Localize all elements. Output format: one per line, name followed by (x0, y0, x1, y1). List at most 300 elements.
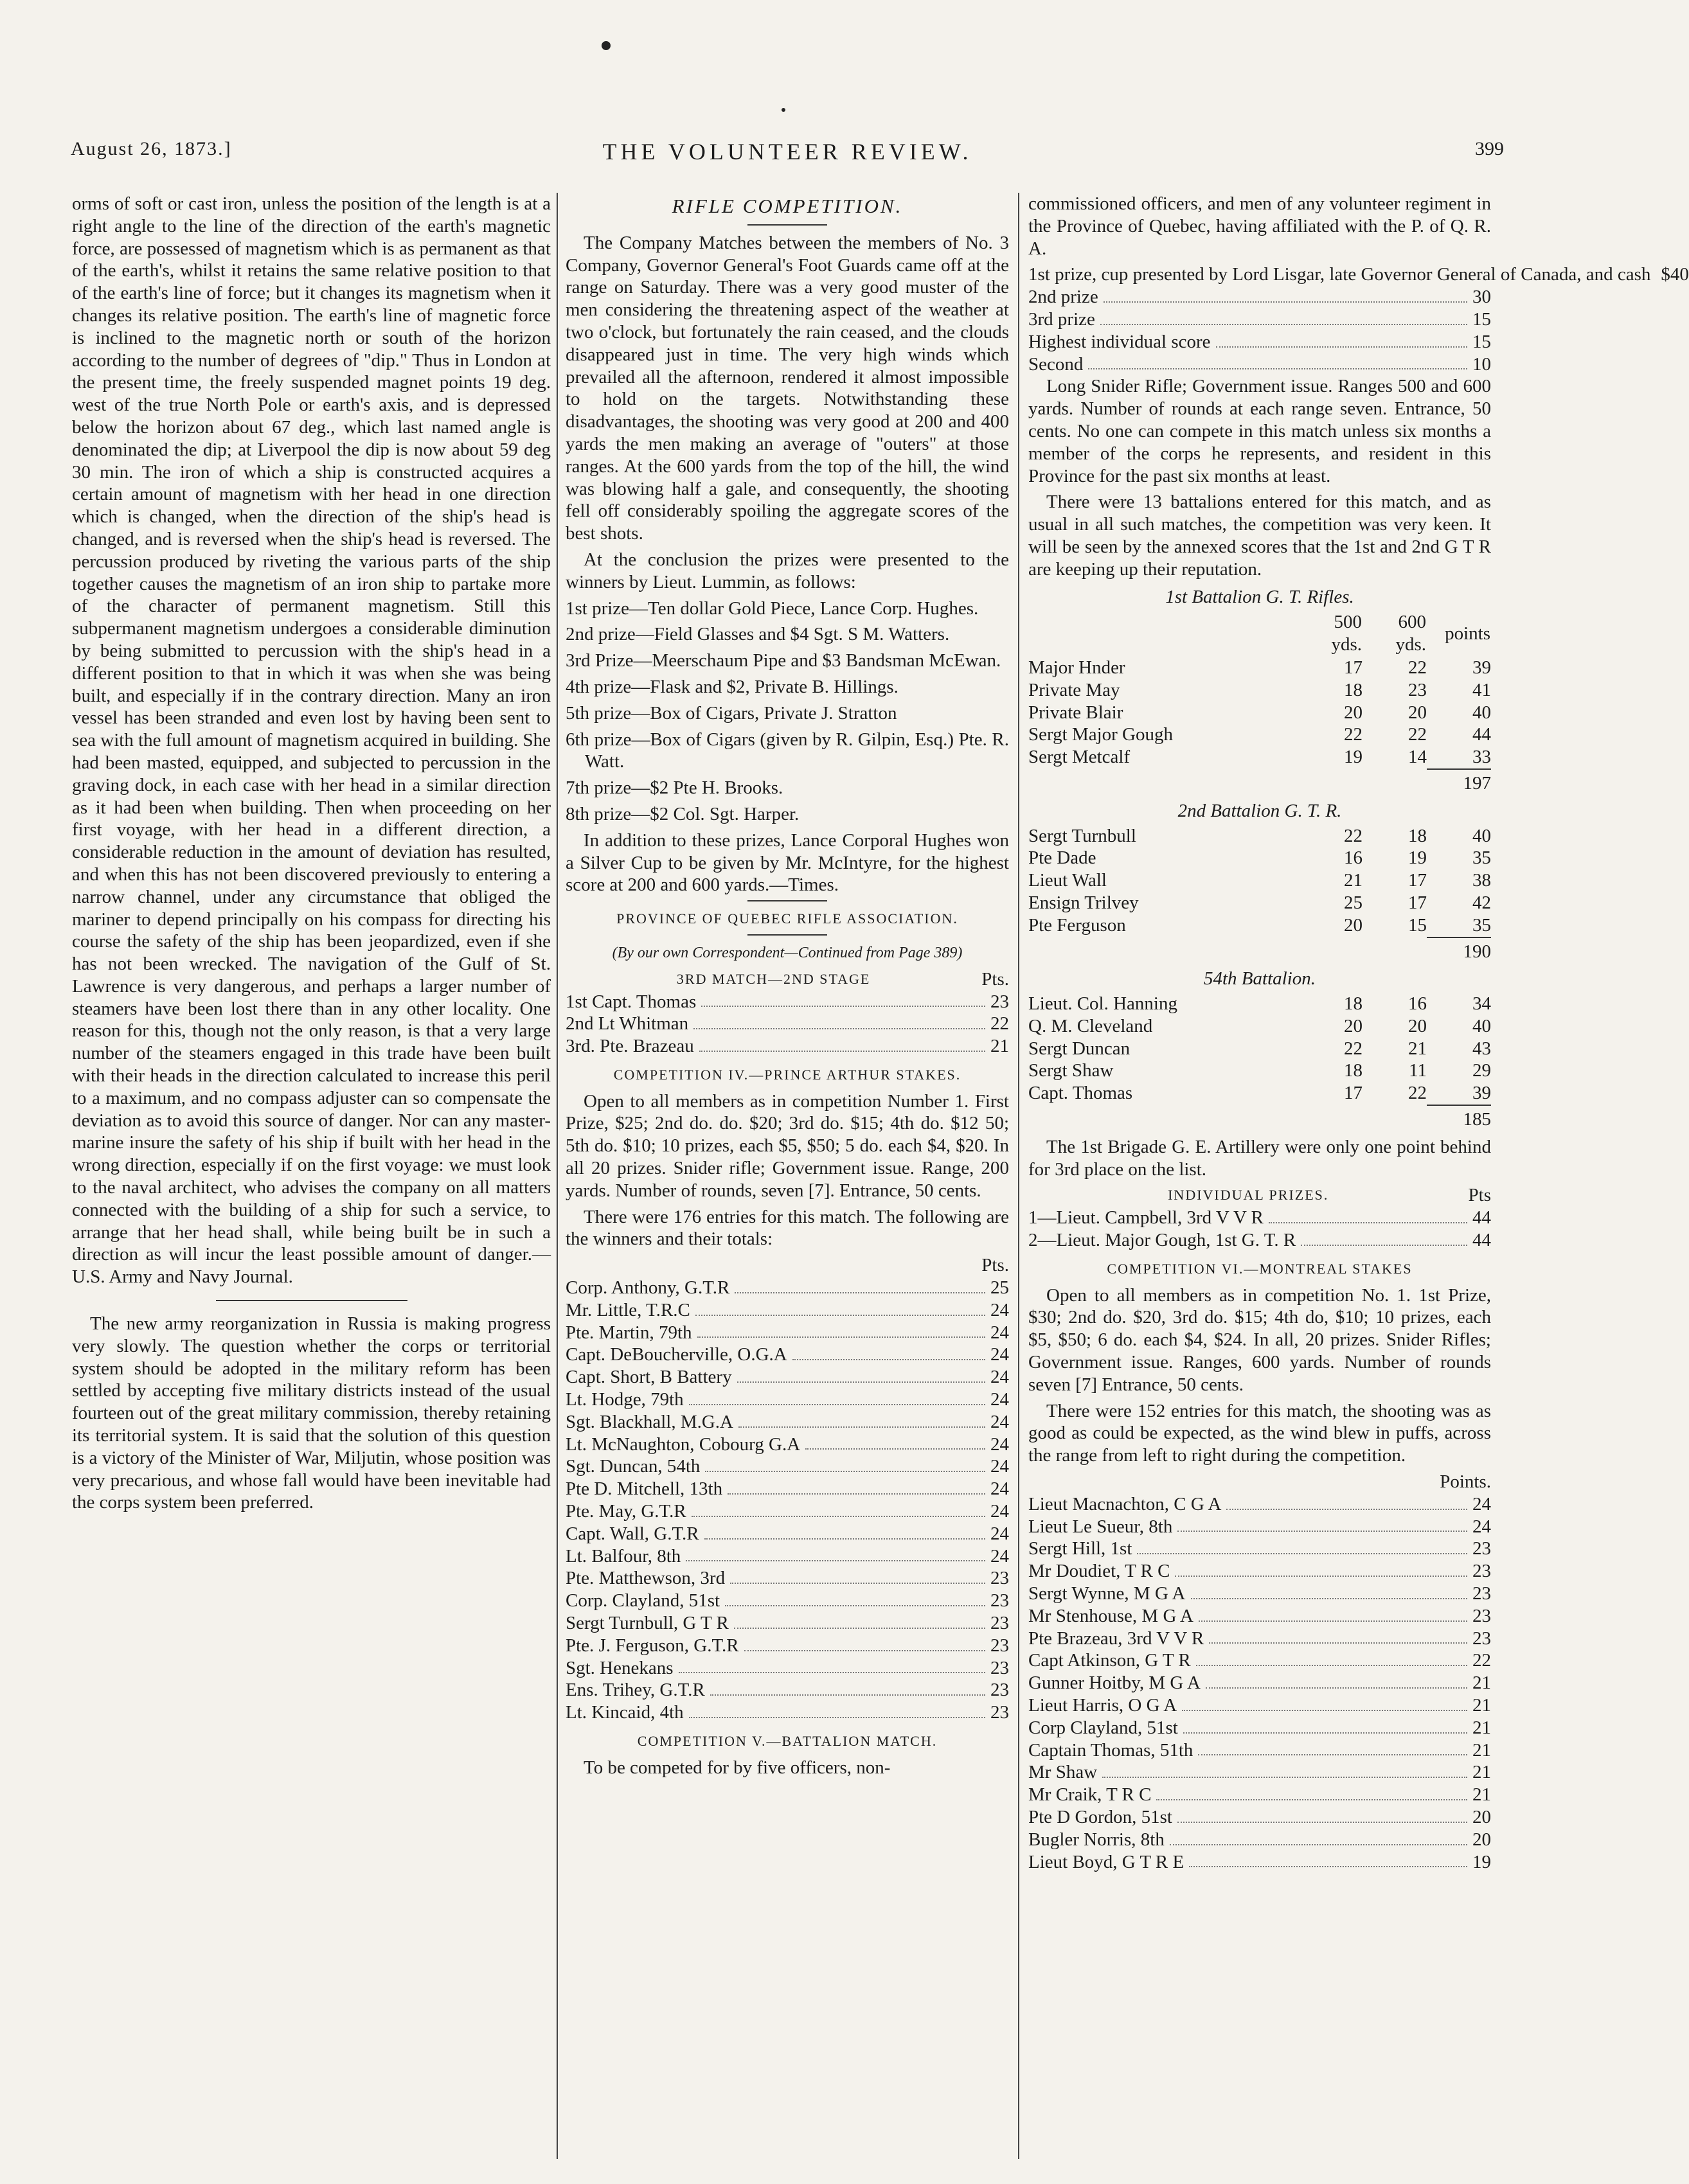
score-cell: 22 (1344, 724, 1363, 745)
score-cell: 38 (1472, 870, 1491, 891)
entry-name: Highest individual score (1028, 331, 1211, 352)
ink-blot (782, 108, 785, 112)
table-row (1028, 679, 1491, 702)
comp5-prize-list (1028, 263, 1689, 375)
score-row (566, 1679, 1009, 1701)
leader-dots (1100, 308, 1467, 325)
entry-name: Lt. Balfour, 8th (566, 1545, 681, 1567)
table-row (1028, 702, 1491, 724)
entry-name: Pte D. Mitchell, 13th (566, 1478, 723, 1500)
section-rule (747, 934, 827, 936)
name-cell: Private Blair (1028, 702, 1123, 723)
masthead-title: THE VOLUNTEER REVIEW. (602, 139, 972, 164)
leader-dots (738, 1411, 985, 1428)
entry-name: Lieut Macnachton, C G A (1028, 1493, 1222, 1514)
leader-dots (1156, 1784, 1467, 1800)
entry-name: Ens. Trihey, G.T.R (566, 1680, 705, 1701)
comp5-conditions: Long Snider Rifle; Government issue. Ranges 500 and 600 yards. Number of rounds at each range seven. Entrance, 50 cents. No one can compete in this match unless six months a member of the corps he represents, and resident in this Province for the past six months at least. (1028, 376, 1491, 486)
rifle-competition-title: RIFLE COMPETITION. (672, 195, 903, 217)
table-row (1028, 993, 1491, 1015)
leader-dots (699, 1035, 985, 1052)
score-row (566, 1545, 1009, 1568)
table-row (1028, 746, 1491, 768)
rifle-paragraph: The Company Matches between the members of No. 3 Company, Governor General's Foot Guards came off at the range on Saturday. There was a very good muster of the men considering the threatening aspect of the weather at two o'clock, but fortunately the rain ceased, and the clouds disappeared just in time. The very high winds which prevailed all the afternoon, rendered it almost impossible to hold on the targets. Notwithstanding these disadvantages, the shooting was very good at 200 and 400 yards the men making an average of "outers" at those ranges. At the 600 yards from the top of the hill, the wind was blowing half a gale, and consequently, the shooting fell off considerably spoiling the aggregate scores of the best shots. (566, 232, 1009, 544)
entry-name: Capt. DeBoucherville, O.G.A (566, 1344, 787, 1365)
column-rule (1018, 193, 1019, 2159)
leader-dots (1199, 1605, 1467, 1622)
column-rule (557, 193, 558, 2159)
entry-name: Capt Atkinson, G T R (1028, 1650, 1191, 1671)
table-row (1028, 847, 1491, 869)
score-row (1028, 1694, 1491, 1717)
score-row (566, 1322, 1009, 1344)
score-row (1028, 1829, 1491, 1851)
match3-title: 3RD MATCH—2ND STAGE (676, 970, 871, 987)
indiv-header (1028, 1184, 1491, 1207)
entry-name: Sgt. Blackhall, M.G.A (566, 1411, 733, 1432)
score-row (566, 1277, 1009, 1299)
pqra-title: PROVINCE OF QUEBEC RIFLE ASSOCIATION. (616, 910, 958, 927)
score-row (1028, 1493, 1491, 1516)
name-cell: Major Hnder (1028, 657, 1125, 678)
entry-points: 24 (1472, 1516, 1491, 1537)
leader-dots (695, 1299, 985, 1316)
section-rule (747, 900, 827, 901)
column-3 (1028, 193, 1689, 1873)
score-cell: 40 (1472, 1015, 1491, 1036)
score-cell: 19 (1344, 747, 1363, 768)
match3-list (566, 991, 1009, 1058)
score-row (1028, 1538, 1491, 1560)
entry-name: Lt. Hodge, 79th (566, 1389, 684, 1410)
score-row (566, 1411, 1009, 1434)
entry-name: Capt. Short, B Battery (566, 1367, 732, 1388)
entry-points: 24 (990, 1322, 1009, 1343)
leader-dots (1177, 1516, 1467, 1532)
leader-dots (693, 1013, 985, 1029)
score-cell: 22 (1408, 724, 1427, 745)
leader-dots (705, 1455, 985, 1472)
leader-dots (1170, 1829, 1467, 1845)
score-cell: 18 (1344, 679, 1363, 700)
entry-points: 44 (1472, 1207, 1491, 1229)
entry-points: 23 (1472, 1605, 1491, 1626)
battalion-total: 185 (1463, 1109, 1491, 1130)
rifle-paragraph: At the conclusion the prizes were presented to the winners by Lieut. Lummin, as follows: (566, 549, 1009, 592)
score-row (566, 1013, 1009, 1035)
entry-name: Lieut Boyd, G T R E (1028, 1851, 1184, 1872)
entry-points: 24 (990, 1501, 1009, 1522)
table-row (1028, 657, 1491, 679)
leader-dots (1183, 1717, 1467, 1734)
entry-points: 23 (990, 1657, 1009, 1678)
russia-article: The new army reorganization in Russia is making progress very slowly. The question whether the corps or territorial system should be adopted in the military reform has been settled by accepting five military districts instead of the usual fourteen out of the great military commission, thereby retaining its territorial system. It is said that the solution of this question is a victory of the Minister of War, Miljutin, whose position was very precarious, and whose fall would have been inevitable had the corps system been preferred. (72, 1313, 551, 1513)
score-row (1028, 1207, 1491, 1229)
comp4-header (566, 1254, 1009, 1277)
battalion-table (1028, 610, 1491, 768)
leader-dots (704, 1523, 985, 1540)
magnetism-article: orms of soft or cast iron, unless the position of the length is at a right angle to the line of the direction of the earth's magnetic force, are possessed of magnetism which is as permanent as that of the earth's, whilst it retains the same relative position to that of the earth's line of force; but it changes its magnetism when it changes its relative position. The earth's line of magnetic force is inclined to the magnetic north or south of the horizon according to the number of degrees of "dip." Thus in London at the present time, the freely suspended magnet points 19 deg. west of the true North Pole or earth's axis, and is depressed below the horizon about 67 deg., which last named angle is denominated the dip; at Liverpool the dip is now about 59 deg 30 min. The iron of which a ship is constructed acquires a certain amount of magnetism with her head in one direction which is changed, when the direction of the ship's head is changed, and is reversed when the ship's head is reversed. The percussion produced by riveting the various parts of the ship together causes the magnetism of an iron ship to partake more of the character of permanent magnetism. Still this subpermanent magnetism undergoes a considerable diminution by being submitted to percussion with the ship's head in a different position to that in which it was when she was being built, and especially if in the contrary direction. Many an iron vessel has been stranded and even lost by having been sent to sea with the full amount of magnetism acquired in building. She had been masted, equipped, and subjected to percussion in the graving dock, in each case with her head in a similar direction as it had been when building. Then when proceeding on her first voyage, with her head in a different direction, a considerable reduction in the amount of deviation has resulted, and when this has not been discovered previously to entering a narrow channel, under any circumstance that obliged the mariner to depend principally on his compass for directing his course the safety of the ship has been jeopardized, even if she has not been wrecked. The navigation of the Gulf of St. Lawrence is very dangerous, and perhaps a larger number of steamers have been lost there than in any other locality. One reason for this, though not the only reason, is that a very large number of the steamers engaged in this trade have been built with their heads in the direction calculated to increase this peril to a maximum, and no compass adjuster can so compensate the deviation as to avoid this source of danger. Nor can any master-marine insure the safety of his ship if built with her head in the wrong direction, especially if on the first voyage: we must look to the naval architect, who advises the company on all matters connected with the building of a ship for such a service, to arrange that her head shall, while being built be in such a direction as will incur the least possible amount of danger.—U.S. Army and Navy Journal. (72, 193, 551, 1288)
entry-points: 23 (1472, 1583, 1491, 1604)
entry-name: Second (1028, 353, 1084, 375)
entry-points: 22 (1472, 1650, 1491, 1671)
entry-name: Sgt. Henekans (566, 1657, 674, 1678)
prize-row (1028, 353, 1491, 376)
score-cell: 17 (1344, 1083, 1363, 1104)
comp6-paragraph-2: There were 152 entries for this match, the shooting was as good as could be expected, as the wind blew in puffs, across the range from left to right during the competition. (1028, 1400, 1491, 1466)
score-row (1028, 1649, 1491, 1672)
leader-dots (1301, 1229, 1467, 1246)
entry-points: 24 (990, 1545, 1009, 1567)
score-cell: 18 (1408, 825, 1427, 846)
entry-points: 19 (1472, 1851, 1491, 1872)
entry-points: 24 (990, 1389, 1009, 1410)
entry-points: 10 (1472, 353, 1491, 375)
comp6-header (1028, 1471, 1491, 1493)
prize-item: 2nd prize—Field Glasses and $4 Sgt. S M. Watters. (566, 624, 950, 645)
name-cell: Sergt Turnbull (1028, 825, 1136, 846)
entry-points: 15 (1472, 331, 1491, 352)
score-row (1028, 1560, 1491, 1583)
table-row (1028, 914, 1491, 937)
score-cell: 20 (1344, 1015, 1363, 1036)
entry-points: 23 (990, 1680, 1009, 1701)
leader-dots (725, 1590, 985, 1606)
score-cell: 15 (1408, 914, 1427, 936)
score-row (1028, 1739, 1491, 1762)
match3-header (566, 968, 1009, 991)
prize-item: 4th prize—Flask and $2, Private B. Hillings. (566, 676, 898, 697)
score-cell: 29 (1472, 1060, 1491, 1081)
score-cell: 22 (1344, 825, 1363, 846)
entry-points: 23 (990, 1702, 1009, 1723)
prize-item: 7th prize—$2 Pte H. Brooks. (566, 777, 783, 799)
entry-points: 24 (990, 1434, 1009, 1455)
entry-name: Mr Stenhouse, M G A (1028, 1605, 1193, 1626)
leader-dots (701, 991, 985, 1008)
score-cell: 20 (1344, 702, 1363, 723)
score-row (566, 1612, 1009, 1635)
name-cell: Private May (1028, 679, 1120, 700)
score-row (566, 1344, 1009, 1366)
comp4-paragraph: Open to all members as in competition Number 1. First Prize, $25; 2nd do. do. $20; 3rd do. $15; 4th do. $12 50; 5th do. $10; 10 prizes, each $5, $50; 5 do. each $4, $20. In all 20 prizes. Snider rifle; Government issue. Range, 200 yards. Number of rounds, seven [7]. Entrance, 50 cents. (566, 1090, 1009, 1201)
leader-dots (744, 1635, 985, 1651)
entry-points: 15 (1472, 308, 1491, 330)
entry-name: Corp. Clayland, 51st (566, 1590, 720, 1611)
score-cell: 44 (1472, 724, 1491, 745)
battalion-table (1028, 825, 1491, 937)
entry-name: 3rd. Pte. Brazeau (566, 1036, 694, 1057)
leader-dots (1189, 1851, 1467, 1868)
entry-name: 2nd Lt Whitman (566, 1013, 689, 1034)
entry-points: 24 (990, 1411, 1009, 1432)
table-row (1028, 724, 1491, 746)
leader-dots (1102, 1761, 1467, 1778)
table-row (1028, 1015, 1491, 1038)
entry-name: Pte. J. Ferguson, G.T.R (566, 1635, 739, 1656)
score-cell: 20 (1408, 702, 1427, 723)
entry-points: 21 (1472, 1673, 1491, 1694)
name-cell: Lieut. Col. Hanning (1028, 993, 1177, 1015)
column-2 (566, 193, 1009, 1783)
entry-name: Mr Doudiet, T R C (1028, 1561, 1170, 1582)
leader-dots (735, 1277, 985, 1293)
leader-dots (689, 1389, 985, 1405)
leader-dots (1269, 1207, 1467, 1223)
name-cell: Pte Dade (1028, 848, 1096, 869)
individual-prize-list (1028, 1207, 1491, 1252)
leader-dots (1137, 1538, 1467, 1554)
leader-dots (1206, 1672, 1467, 1689)
entry-name: 1st prize, cup presented by Lord Lisgar, late Governor General of Canada, and cash (1028, 264, 1651, 285)
match3-pts-label: Pts. (981, 968, 1009, 990)
comp6-list (1028, 1493, 1491, 1874)
prize-item: 5th prize—Box of Cigars, Private J. Stratton (566, 702, 897, 724)
score-cell: 20 (1344, 914, 1363, 936)
leader-dots (1198, 1739, 1467, 1756)
entry-points: 23 (1472, 1538, 1491, 1559)
column-1 (72, 193, 551, 1518)
score-row (566, 1523, 1009, 1545)
leader-dots (1216, 331, 1467, 348)
score-cell: 17 (1344, 657, 1363, 678)
prize-item: 1st prize—Ten dollar Gold Piece, Lance Corp. Hughes. (566, 598, 979, 619)
header-cell: 600 yds. (1395, 612, 1426, 655)
score-cell: 41 (1472, 679, 1491, 700)
entry-name: Lieut Harris, O G A (1028, 1695, 1177, 1716)
entry-name: Lt. McNaughton, Cobourg G.A (566, 1434, 801, 1455)
table-row (1028, 1060, 1491, 1082)
table-row (1028, 825, 1491, 848)
entry-points: 24 (990, 1456, 1009, 1477)
score-row (566, 1389, 1009, 1411)
score-cell: 42 (1472, 892, 1491, 913)
entry-points: 23 (990, 1635, 1009, 1656)
entry-points: 24 (990, 1523, 1009, 1544)
leader-dots (1209, 1628, 1467, 1644)
entry-points: 21 (1472, 1739, 1491, 1761)
entry-points: 44 (1472, 1230, 1491, 1251)
entry-name: Capt. Wall, G.T.R (566, 1523, 699, 1544)
score-cell: 35 (1472, 914, 1491, 936)
comp5-title: COMPETITION V.—BATTALION MATCH. (637, 1733, 938, 1749)
table-row (1028, 869, 1491, 892)
score-row (1028, 1516, 1491, 1538)
score-row (566, 1590, 1009, 1612)
leader-dots (1191, 1583, 1468, 1599)
score-row (566, 1366, 1009, 1389)
score-row (566, 1434, 1009, 1456)
score-cell: 22 (1408, 1083, 1427, 1104)
total-rule (1427, 1105, 1491, 1106)
score-cell: 34 (1472, 993, 1491, 1015)
entry-points: 21 (1472, 1784, 1491, 1806)
entry-name: Sergt Hill, 1st (1028, 1538, 1132, 1559)
entry-name: Mr. Little, T.R.C (566, 1299, 690, 1320)
leader-dots (1196, 1649, 1467, 1666)
score-row (1028, 1605, 1491, 1628)
comp6-title: COMPETITION VI.—MONTREAL STAKES (1107, 1260, 1413, 1277)
prize-item: 6th prize—Box of Cigars (given by R. Gilpin, Esq.) Pte. R. Watt. (566, 729, 1009, 772)
battalion-table (1028, 993, 1491, 1105)
leader-dots (737, 1366, 985, 1383)
score-cell: 22 (1344, 1038, 1363, 1059)
prize-item: 8th prize—$2 Col. Sgt. Harper. (566, 803, 800, 824)
entry-name: Sgt. Duncan, 54th (566, 1456, 701, 1477)
name-cell: Ensign Trilvey (1028, 892, 1139, 913)
score-row (1028, 1672, 1491, 1694)
score-row (1028, 1229, 1491, 1252)
score-cell: 21 (1344, 870, 1363, 891)
entry-points: 23 (1472, 1628, 1491, 1649)
table-header-row (1028, 610, 1491, 657)
entry-points: $40 (1661, 264, 1689, 285)
name-cell: Capt. Thomas (1028, 1083, 1133, 1104)
entry-points: 20 (1472, 1806, 1491, 1827)
score-cell: 23 (1408, 679, 1427, 700)
score-row (566, 1478, 1009, 1500)
silver-cup-paragraph: In addition to these prizes, Lance Corporal Hughes won a Silver Cup to be given by Mr. McIntyre, for the highest score at 200 and 600 yards.—Times. (566, 830, 1009, 896)
comp4-pts-label: Pts. (981, 1255, 1009, 1276)
entry-name: 1st Capt. Thomas (566, 991, 697, 1012)
score-row (566, 1455, 1009, 1478)
article-divider (216, 1300, 407, 1301)
entry-points: 21 (990, 1036, 1009, 1057)
battalion-title: 54th Battalion. (1204, 968, 1316, 990)
entry-points: 23 (990, 1613, 1009, 1634)
comp4-list (566, 1277, 1009, 1724)
name-cell: Sergt Duncan (1028, 1038, 1130, 1059)
leader-dots (679, 1657, 985, 1674)
leader-dots (728, 1478, 985, 1495)
score-cell: 18 (1344, 1060, 1363, 1081)
score-row (1028, 1628, 1491, 1650)
score-cell: 16 (1344, 848, 1363, 869)
entry-points: 22 (990, 1013, 1009, 1034)
leader-dots (1226, 1493, 1467, 1510)
prize-row (1028, 331, 1491, 353)
battalion-title: 2nd Battalion G. T. R. (1177, 800, 1342, 821)
score-row (566, 1657, 1009, 1680)
score-cell: 18 (1344, 993, 1363, 1015)
battalion-title: 1st Battalion G. T. Rifles. (1165, 586, 1354, 607)
score-row (1028, 1806, 1491, 1829)
entry-points: 21 (1472, 1695, 1491, 1716)
comp4-paragraph-2: There were 176 entries for this match. The following are the winners and their totals: (566, 1206, 1009, 1250)
entry-points: 23 (990, 991, 1009, 1012)
entry-points: 21 (1472, 1762, 1491, 1783)
entry-points: 20 (1472, 1829, 1491, 1850)
score-row (1028, 1784, 1491, 1806)
entry-name: Lt. Kincaid, 4th (566, 1702, 684, 1723)
entry-name: Bugler Norris, 8th (1028, 1829, 1165, 1850)
table-row (1028, 1038, 1491, 1060)
comp6-pts-label: Points. (1440, 1471, 1491, 1493)
comp5-summary: There were 13 battalions entered for this match, and as usual in all such matches, the competition was very keen. It will be seen by the annexed scores that the 1st and 2nd G T R are keeping up their reputation. (1028, 492, 1491, 580)
entry-name: 2—Lieut. Major Gough, 1st G. T. R (1028, 1230, 1296, 1251)
name-cell: Sergt Major Gough (1028, 724, 1174, 745)
leader-dots (697, 1322, 985, 1338)
leader-dots (1177, 1806, 1467, 1823)
score-row (566, 1567, 1009, 1590)
score-cell: 19 (1408, 848, 1427, 869)
leader-dots (730, 1567, 985, 1584)
prize-item: 3rd Prize—Meerschaum Pipe and $3 Bandsman McEwan. (566, 650, 1001, 671)
entry-name: Corp Clayland, 51st (1028, 1717, 1178, 1738)
battalion-total: 197 (1463, 772, 1491, 794)
score-row (566, 1500, 1009, 1523)
score-cell: 43 (1472, 1038, 1491, 1059)
entry-name: Lieut Le Sueur, 8th (1028, 1516, 1173, 1537)
leader-dots (734, 1612, 985, 1629)
score-cell: 40 (1472, 702, 1491, 723)
score-row (1028, 1583, 1491, 1605)
entry-name: Sergt Turnbull, G T R (566, 1613, 729, 1634)
comp5-continued: commissioned officers, and men of any volunteer regiment in the Province of Quebec, having affiliated with the P. of Q. R. A. (1028, 193, 1491, 259)
entry-name: Mr Shaw (1028, 1762, 1098, 1783)
entry-name: Pte. Martin, 79th (566, 1322, 692, 1343)
entry-points: 24 (990, 1344, 1009, 1365)
entry-points: 30 (1472, 287, 1491, 308)
leader-dots (686, 1545, 985, 1562)
leader-dots (1104, 286, 1467, 303)
entry-name: Gunner Hoitby, M G A (1028, 1673, 1201, 1694)
prize-row (1028, 286, 1491, 308)
entry-name: 1—Lieut. Campbell, 3rd V V R (1028, 1207, 1264, 1229)
title-rule (747, 224, 827, 226)
score-row (566, 1299, 1009, 1322)
entry-points: 24 (990, 1299, 1009, 1320)
score-row (566, 1701, 1009, 1724)
score-row (1028, 1851, 1491, 1874)
prize-row (1028, 263, 1689, 286)
indiv-pts-label: Pts (1468, 1185, 1491, 1206)
score-cell: 39 (1472, 1083, 1491, 1104)
entry-points: 25 (990, 1277, 1009, 1299)
score-cell: 17 (1408, 892, 1427, 913)
score-cell: 40 (1472, 825, 1491, 846)
table-row (1028, 1082, 1491, 1105)
leader-dots (710, 1679, 985, 1696)
header-cell: 500 yds. (1331, 612, 1362, 655)
comp5-paragraph: To be competed for by five officers, non- (584, 1757, 891, 1778)
entry-name: Pte. Matthewson, 3rd (566, 1568, 726, 1589)
name-cell: Sergt Metcalf (1028, 747, 1130, 768)
score-row (566, 1035, 1009, 1058)
entry-points: 23 (990, 1568, 1009, 1589)
entry-points: 24 (1472, 1493, 1491, 1514)
ink-blot (602, 41, 611, 50)
name-cell: Pte Ferguson (1028, 914, 1126, 936)
indiv-title: INDIVIDUAL PRIZES. (1168, 1187, 1329, 1203)
score-cell: 16 (1408, 993, 1427, 1015)
score-cell: 25 (1344, 892, 1363, 913)
entry-points: 24 (990, 1367, 1009, 1388)
score-row (1028, 1761, 1491, 1784)
battalion-total: 190 (1463, 941, 1491, 962)
score-cell: 11 (1409, 1060, 1427, 1081)
page-number: 399 (1475, 138, 1504, 159)
score-cell: 33 (1472, 747, 1491, 768)
score-cell: 39 (1472, 657, 1491, 678)
name-cell: Q. M. Cleveland (1028, 1015, 1153, 1036)
entry-name: Mr Craik, T R C (1028, 1784, 1152, 1806)
battalion-tables (1028, 586, 1491, 1131)
entry-points: 21 (1472, 1717, 1491, 1738)
header-cell: points (1445, 623, 1490, 644)
entry-name: Sergt Wynne, M G A (1028, 1583, 1186, 1604)
total-rule (1427, 768, 1491, 770)
